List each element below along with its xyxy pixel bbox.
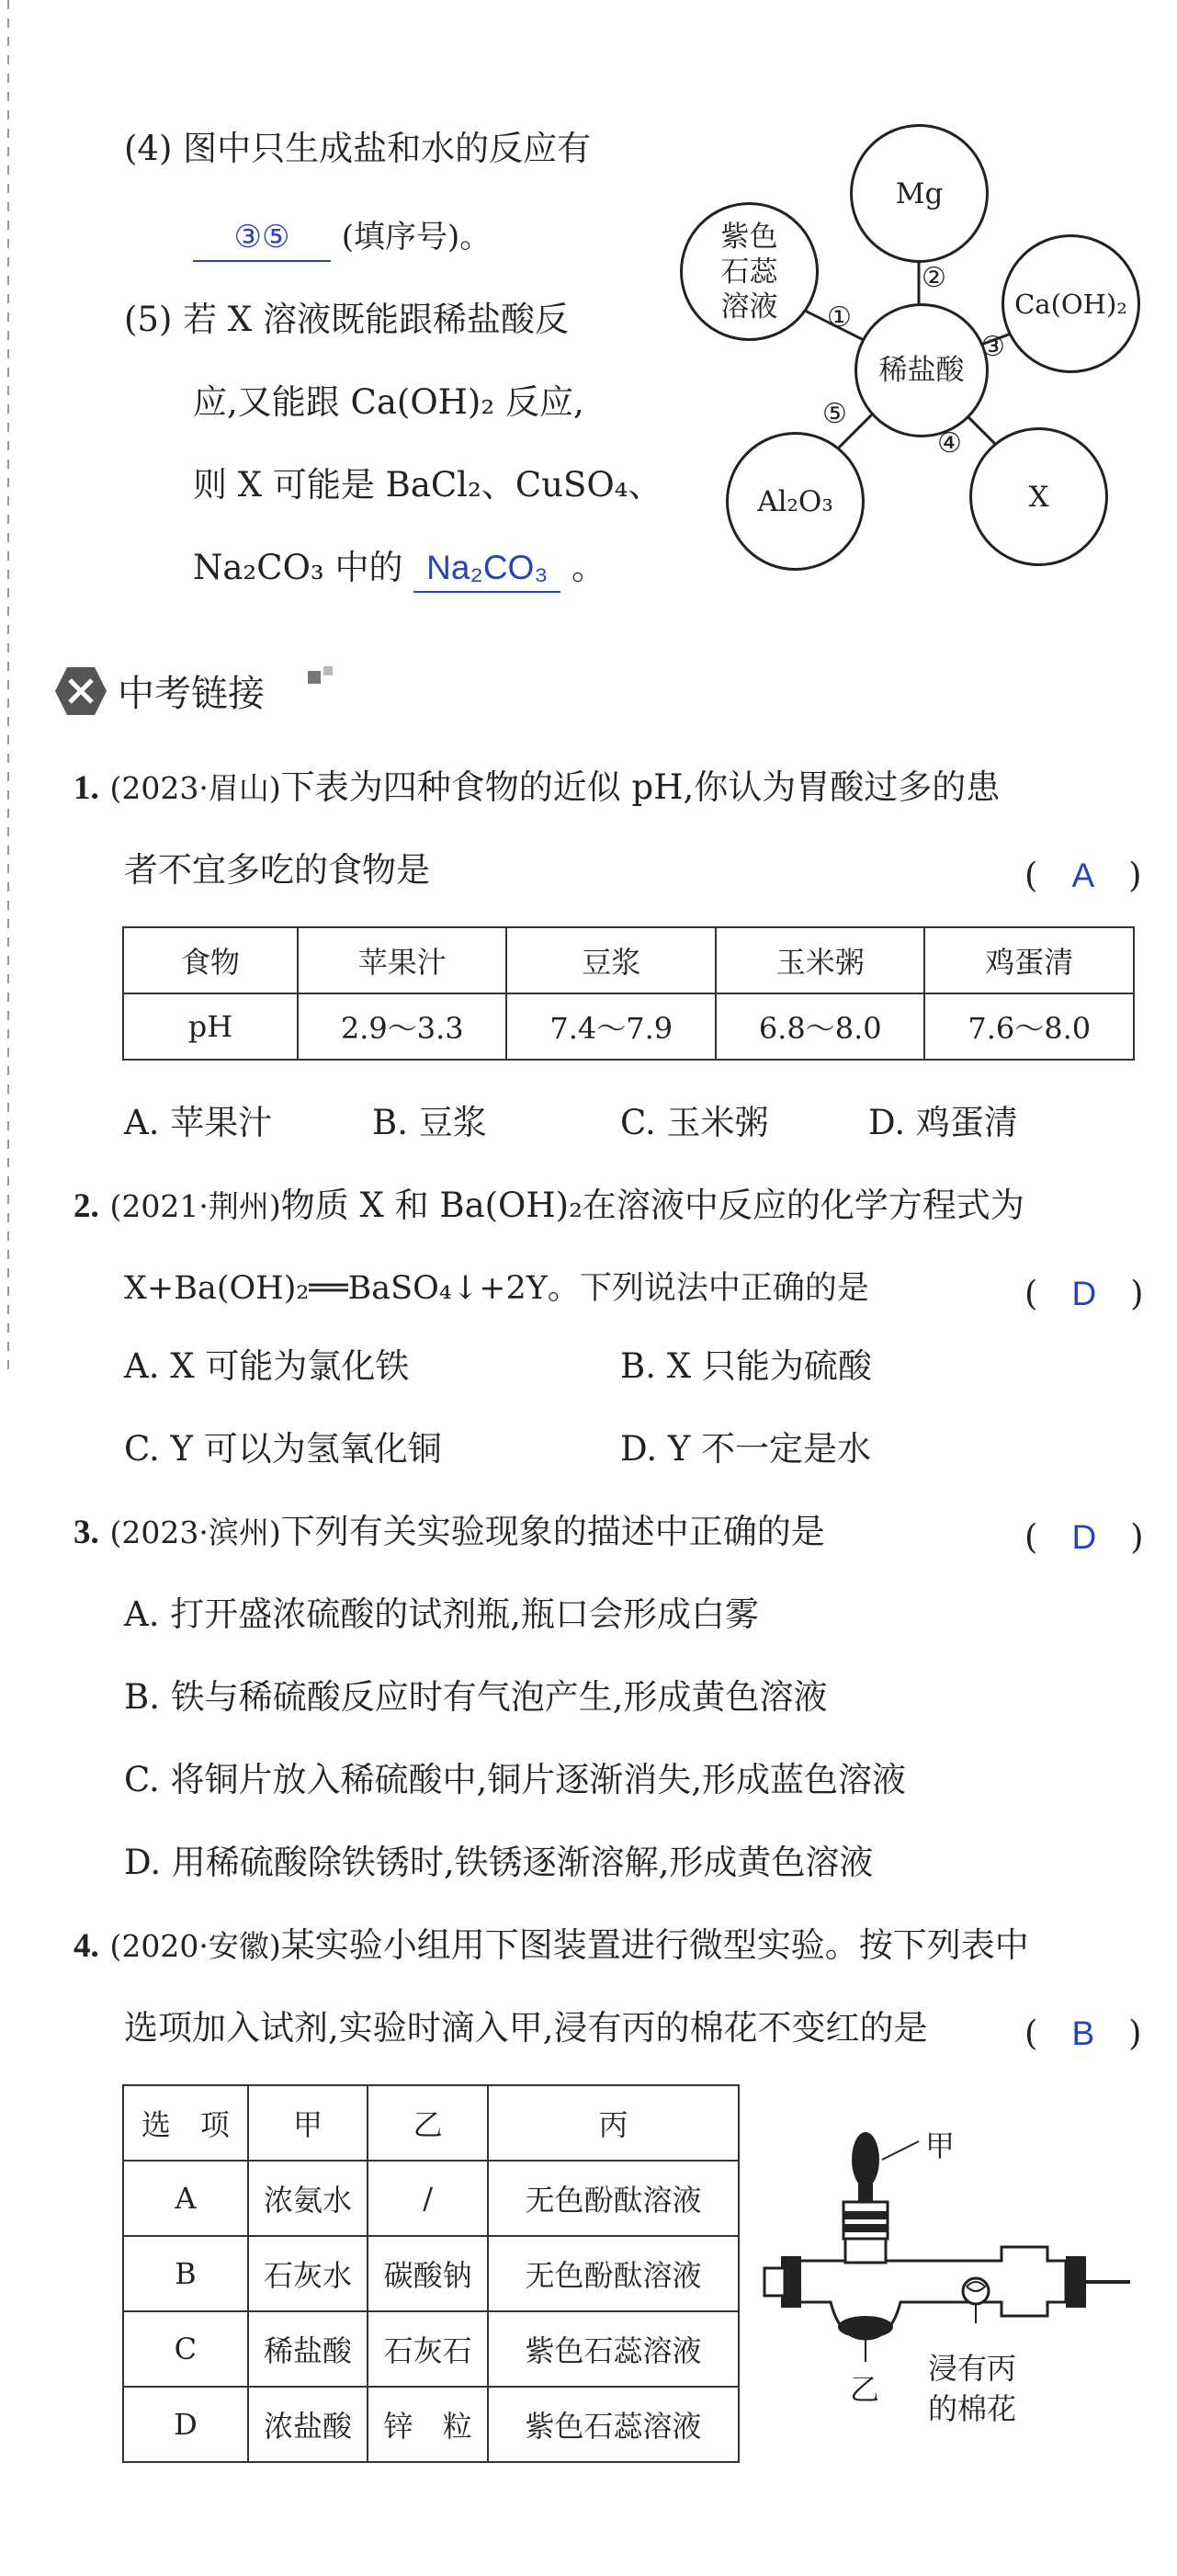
label-3: ③ (980, 331, 1005, 363)
q4-sub-suffix: (填序号)。 (341, 219, 492, 255)
litmus-line3: 溶液 (720, 289, 778, 323)
q4-sub-answer-line (193, 213, 491, 262)
q4-cell: 石灰石 (368, 2311, 488, 2387)
section-icon (53, 664, 108, 719)
q5-sub-answer: Na₂CO₃ (413, 545, 560, 593)
label-4: ④ (937, 427, 962, 460)
table-row (123, 2236, 739, 2311)
q1-source: (2023·眉山) (109, 770, 281, 806)
q4-sub-answer: ③⑤ (193, 214, 331, 262)
label-jia: 甲 (925, 2128, 956, 2163)
q1-ph-table (122, 926, 1135, 1061)
q4-th-2: 乙 (368, 2085, 488, 2161)
dropper-bulb (852, 2132, 879, 2187)
node-litmus (680, 202, 819, 341)
q4-cell: / (368, 2161, 488, 2236)
q1-line1 (74, 765, 1000, 811)
q4-cell: 无色酚酞溶液 (488, 2161, 739, 2236)
q4-cell: D (123, 2387, 248, 2462)
q1-answer-paren: ( A ) (1024, 856, 1142, 895)
node-center-acid: 稀盐酸 (854, 303, 989, 437)
q4-answer: B (1071, 2014, 1095, 2052)
q1-th-4: 鸡蛋清 (924, 927, 1134, 993)
q1-number: 1. (74, 769, 99, 807)
q4-cell: B (123, 2236, 248, 2311)
q1-th-1: 苹果汁 (298, 927, 506, 993)
q4-sub-text: (4) 图中只生成盐和水的反应有 (124, 129, 592, 168)
q3-number: 3. (74, 1514, 99, 1551)
q5-sub-line3: 则 X 可能是 BaCl₂、CuSO₄、 (193, 465, 662, 505)
q1-option-b: B. 豆浆 (372, 1103, 487, 1142)
q4-source: (2020·安徽) (109, 1928, 281, 1964)
node-mg: Mg (850, 124, 989, 263)
node-x: X (969, 427, 1108, 566)
q2-answer-paren: ( D ) (1024, 1274, 1144, 1313)
q3-option-d: D. 用稀硫酸除铁锈时,铁锈逐渐溶解,形成黄色溶液 (124, 1843, 874, 1882)
label-yi: 乙 (850, 2372, 880, 2407)
q4-th-1: 甲 (248, 2085, 368, 2161)
q5-sub-line1: (5) 若 X 溶液既能跟稀盐酸反 (124, 300, 570, 339)
table-row (123, 2161, 739, 2236)
q2-source: (2021·荆州) (109, 1188, 281, 1224)
q5-sub-prefix: Na₂CO₃ 中的 (193, 548, 403, 587)
q4-text1: 某实验小组用下图装置进行微型实验。按下列表中 (280, 1925, 1029, 1965)
q1-th-3: 玉米粥 (716, 927, 924, 993)
litmus-line1: 紫色 (720, 220, 778, 254)
q4-cell: 浓氨水 (248, 2161, 368, 2236)
q4-th-0: 选 项 (123, 2085, 248, 2161)
q4-answer-paren: ( B ) (1024, 2014, 1142, 2053)
q3-source: (2023·滨州) (109, 1515, 281, 1550)
q3-answer-paren: ( D ) (1024, 1517, 1144, 1557)
q4-cell: 浓盐酸 (248, 2387, 368, 2462)
q2-option-b: B. X 只能为硫酸 (620, 1346, 872, 1386)
label-1: ① (827, 301, 852, 334)
q1-option-c: C. 玉米粥 (620, 1103, 769, 1142)
label-cotton-1: 浸有丙 (928, 2351, 1017, 2386)
q4-cell: 碳酸钠 (368, 2236, 488, 2311)
litmus-line2: 石蕊 (720, 255, 778, 289)
q4-cell: 无色酚酞溶液 (488, 2236, 739, 2311)
q2-option-d: D. Y 不一定是水 (620, 1429, 872, 1469)
q4-cell: 紫色石蕊溶液 (488, 2311, 739, 2387)
section-title: 中考链接 (118, 673, 265, 715)
q3-text1: 下列有关实验现象的描述中正确的是 (280, 1512, 825, 1551)
q4-cell: 紫色石蕊溶液 (488, 2387, 739, 2462)
q1-option-d: D. 鸡蛋清 (868, 1103, 1018, 1142)
q1-th-2: 豆浆 (506, 927, 715, 993)
node-al2o3: Al₂O₃ (726, 432, 865, 571)
label-2: ② (922, 262, 946, 294)
q1-th-0: 食物 (123, 927, 298, 993)
q3-line1 (74, 1509, 825, 1556)
node-caoh2: Ca(OH)₂ (1002, 234, 1140, 373)
q4-reagent-table (122, 2084, 740, 2463)
q4-cell: C (123, 2311, 248, 2387)
section-deco2 (323, 666, 333, 675)
q4-cell: A (123, 2161, 248, 2236)
table-row (123, 2311, 739, 2387)
q3-option-a: A. 打开盛浓硫酸的试剂瓶,瓶口会形成白雾 (124, 1594, 760, 1634)
q4-cell: 稀盐酸 (248, 2311, 368, 2387)
q1-td-4: 7.6～8.0 (924, 993, 1134, 1060)
q5-sub-line4 (193, 545, 605, 593)
q2-answer: D (1071, 1275, 1097, 1312)
q1-td-1: 2.9～3.3 (298, 993, 506, 1060)
q4-number: 4. (74, 1927, 99, 1965)
q1-td-3: 6.8～8.0 (716, 993, 924, 1060)
q4-line1 (74, 1923, 1029, 1969)
q1-option-a: A. 苹果汁 (124, 1103, 273, 1142)
q3-option-b: B. 铁与稀硫酸反应时有气泡产生,形成黄色溶液 (124, 1677, 828, 1717)
q1-answer: A (1071, 857, 1095, 894)
q4-line2: 选项加入试剂,实验时滴入甲,浸有丙的棉花不变红的是 (124, 2008, 928, 2048)
q2-line1 (74, 1183, 1024, 1230)
q3-option-c: C. 将铜片放入稀硫酸中,铜片逐渐消失,形成蓝色溶液 (124, 1760, 907, 1799)
label-5: ⑤ (822, 398, 847, 430)
q3-answer: D (1071, 1518, 1097, 1556)
q2-text1: 物质 X 和 Ba(OH)₂在溶液中反应的化学方程式为 (280, 1186, 1024, 1225)
label-cotton (928, 2348, 1016, 2429)
q2-option-c: C. Y 可以为氢氧化铜 (124, 1429, 442, 1469)
binding-line (7, 0, 9, 1379)
q5-sub-line2: 应,又能跟 Ca(OH)₂ 反应, (193, 382, 584, 422)
q1-td-0: pH (123, 993, 298, 1060)
q2-number: 2. (74, 1187, 99, 1225)
q4-th-3: 丙 (488, 2085, 739, 2161)
q5-sub-suffix: 。 (572, 548, 606, 587)
q1-text1: 下表为四种食物的近似 pH,你认为胃酸过多的患 (280, 767, 1001, 807)
q1-line2: 者不宜多吃的食物是 (124, 850, 430, 890)
q1-td-2: 7.4～7.9 (506, 993, 715, 1060)
section-deco (308, 671, 321, 684)
label-cotton-2: 的棉花 (928, 2391, 1017, 2426)
q2-line2: X+Ba(OH)₂══BaSO₄↓+2Y。下列说法中正确的是 (124, 1270, 869, 1307)
table-row (123, 2387, 739, 2462)
q4-cell: 石灰水 (248, 2236, 368, 2311)
q4-cell: 锌 粒 (368, 2387, 488, 2462)
q2-option-a: A. X 可能为氯化铁 (124, 1346, 410, 1386)
